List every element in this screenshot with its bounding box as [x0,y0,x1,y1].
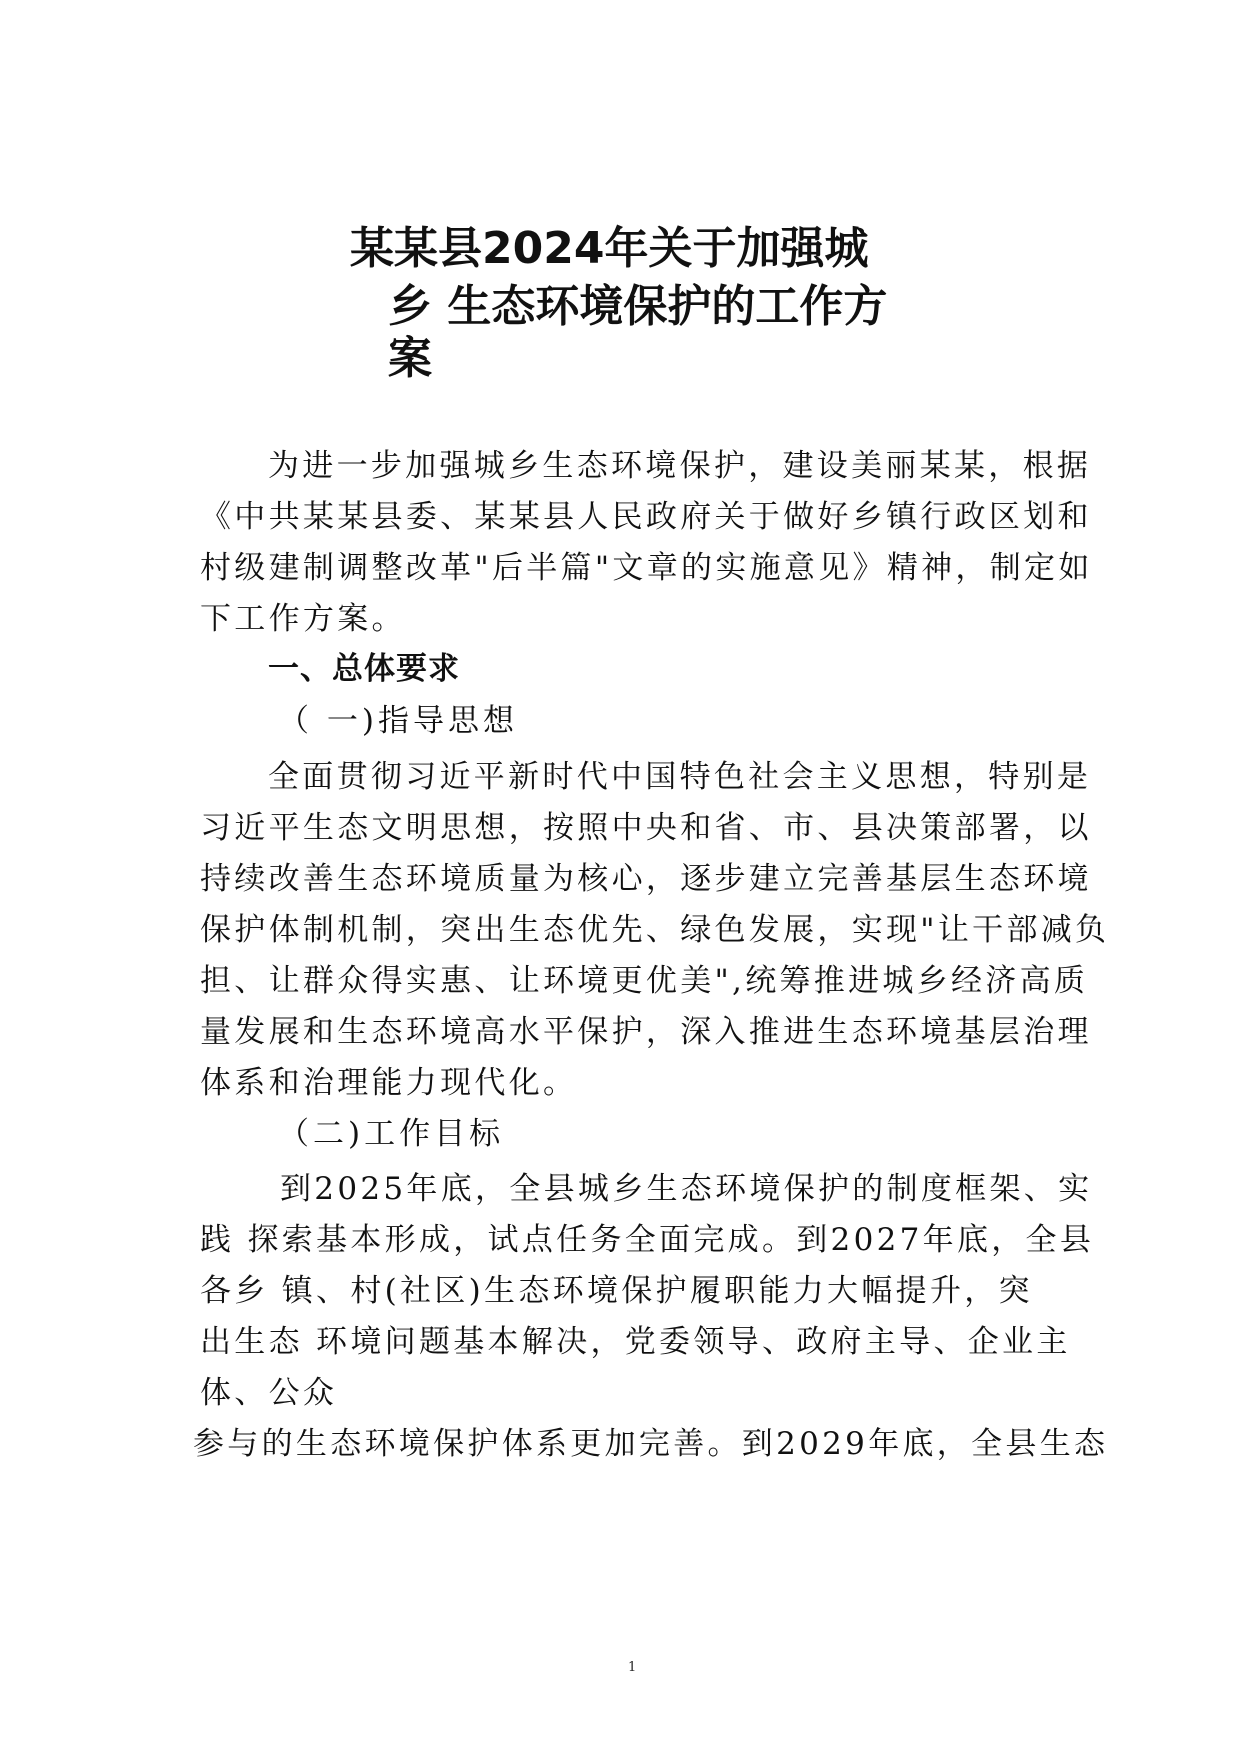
intro-line-3: 村级建制调整改革"后半篇"文章的实施意见》精神，制定如 [200,550,1093,586]
subsection-heading-guiding-thought: （ 一)指导思想 [278,703,518,739]
guiding-line-3: 持续改善生态环境质量为核心，逐步建立完善基层生态环境 [200,861,1092,897]
goal-line-2: 践 探索基本形成，试点任务全面完成。到2027年底，全县 [200,1222,1095,1258]
goal-line-1: 到2025年底，全县城乡生态环境保护的制度框架、实 [280,1171,1093,1207]
guiding-line-6: 量发展和生态环境高水平保护，深入推进生态环境基层治理 [200,1014,1092,1050]
goal-line-5: 体、公众 [200,1375,338,1411]
goal-line-4: 出生态 环境问题基本解决，党委领导、政府主导、企业主 [200,1324,1071,1360]
intro-line-1: 为进一步加强城乡生态环境保护，建设美丽某某，根据 [268,448,1092,484]
intro-line-4: 下工作方案。 [200,601,406,637]
subsection-heading-work-goals: （二)工作目标 [278,1116,505,1152]
document-title-line-3: 案 [388,333,432,384]
document-title-line-2: 乡 生态环境保护的工作方 [388,281,888,332]
guiding-line-1: 全面贯彻习近平新时代中国特色社会主义思想，特别是 [268,759,1092,795]
guiding-line-5: 担、让群众得实惠、让环境更优美",统筹推进城乡经济高质 [200,963,1089,999]
page-number: 1 [628,1660,637,1675]
goal-line-6: 参与的生态环境保护体系更加完善。到2029年底，全县生态 [193,1426,1109,1462]
section-heading-overall-requirements: 一、总体要求 [268,651,460,687]
goal-line-3: 各乡 镇、村(社区)生态环境保护履职能力大幅提升，突 [200,1273,1033,1309]
document-title-line-1: 某某县2024年关于加强城 [350,223,869,274]
guiding-line-7: 体系和治理能力现代化。 [200,1065,578,1101]
guiding-line-2: 习近平生态文明思想，按照中央和省、市、县决策部署，以 [200,810,1092,846]
guiding-line-4: 保护体制机制，突出生态优先、绿色发展，实现"让干部减负 [200,912,1110,948]
intro-line-2: 《中共某某县委、某某县人民政府关于做好乡镇行政区划和 [200,499,1092,535]
